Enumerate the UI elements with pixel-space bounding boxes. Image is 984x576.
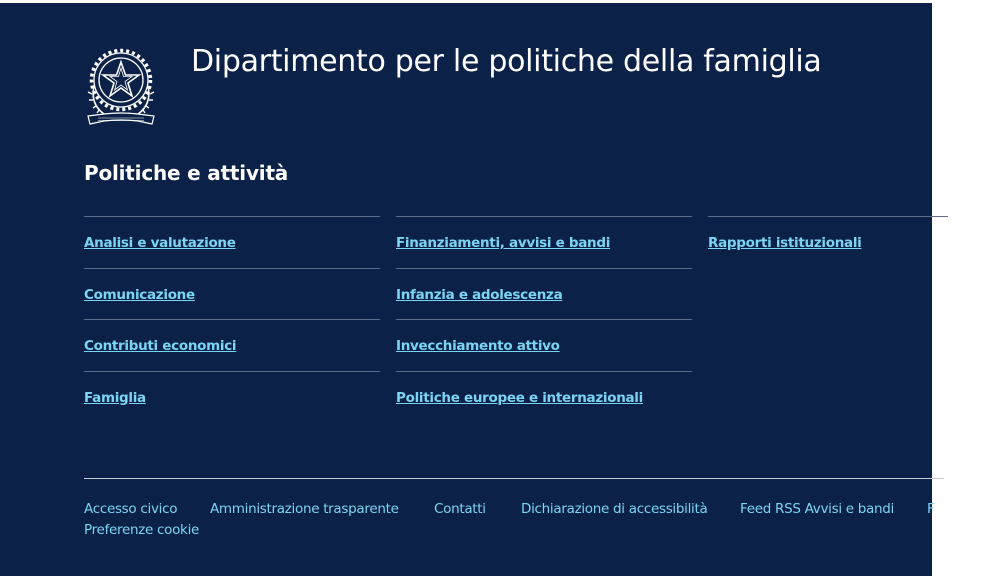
nav-link-comunicazione[interactable]: Comunicazione <box>84 286 195 303</box>
nav-row <box>396 268 692 320</box>
util-link-feed-rss-avvisi-e-bandi[interactable]: Feed RSS Avvisi e bandi <box>740 501 894 517</box>
nav-row <box>396 216 692 268</box>
section-title: Politiche e attività <box>84 161 289 185</box>
nav-row <box>708 216 948 268</box>
nav-link-finanziamenti-avvisi-e-bandi[interactable]: Finanziamenti, avvisi e bandi <box>396 235 611 251</box>
util-link-contatti[interactable]: Contatti <box>434 501 486 517</box>
nav-link-politiche-europee-e-internazionali[interactable]: Politiche europee e internazionali <box>396 389 643 406</box>
nav-column-2 <box>396 216 692 422</box>
util-link-truncated[interactable]: F <box>927 501 935 517</box>
nav-row <box>84 319 380 371</box>
util-link-preferenze-cookie[interactable]: Preferenze cookie <box>84 522 200 538</box>
nav-link-contributi-economici[interactable]: Contributi economici <box>84 338 237 354</box>
nav-link-infanzia-e-adolescenza[interactable]: Infanzia e adolescenza <box>396 286 563 303</box>
nav-row <box>84 371 380 423</box>
nav-row <box>84 268 380 320</box>
footer-divider <box>84 478 944 479</box>
util-link-dichiarazione-di-accessibilita[interactable]: Dichiarazione di accessibilità <box>521 501 708 517</box>
nav-column-3 <box>708 216 948 268</box>
nav-link-analisi-e-valutazione[interactable]: Analisi e valutazione <box>84 235 236 251</box>
nav-link-rapporti-istituzionali[interactable]: Rapporti istituzionali <box>708 235 862 251</box>
nav-row <box>396 371 692 423</box>
util-link-amministrazione-trasparente[interactable]: Amministrazione trasparente <box>210 501 399 517</box>
nav-row <box>396 319 692 371</box>
nav-link-famiglia[interactable]: Famiglia <box>84 389 146 406</box>
util-link-accesso-civico[interactable]: Accesso civico <box>84 501 178 517</box>
utility-links <box>84 499 984 549</box>
site-title[interactable]: Dipartimento per le politiche della famiglia <box>191 44 822 79</box>
nav-row <box>84 216 380 268</box>
nav-link-invecchiamento-attivo[interactable]: Invecchiamento attivo <box>396 338 560 354</box>
repubblica-italiana-emblem-icon[interactable] <box>84 42 158 128</box>
site-footer <box>0 3 935 576</box>
nav-column-1 <box>84 216 380 422</box>
